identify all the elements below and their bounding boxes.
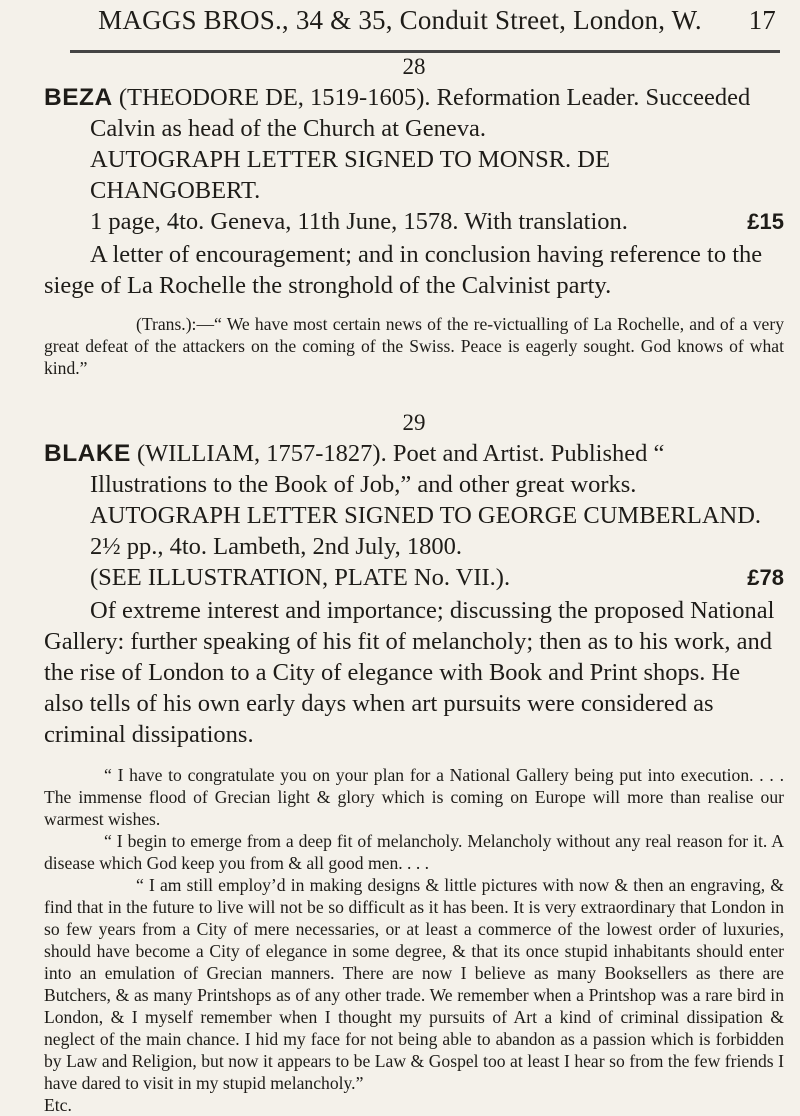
lot-note-line xyxy=(44,562,784,593)
lot-price: £15 xyxy=(747,209,784,234)
lot-quote: “ I begin to emerge from a deep fit of melancholy. Melancholy without any real reason for it. A disease which God keep you from & all good men. . . . xyxy=(44,831,784,873)
lot-details: 2½ pp., 4to. Lambeth, 2nd July, 1800. xyxy=(90,533,463,560)
lot-29 xyxy=(44,408,784,1116)
lot-etc: Etc. xyxy=(44,1095,72,1115)
lot-desc: (WILLIAM, 1757-1827). Poet and Artist. Published “ Illustrations to the Book of Job,” and other great works. xyxy=(90,440,665,498)
lot-title: AUTOGRAPH LETTER SIGNED TO MONSR. DE CHANGOBERT. xyxy=(90,146,610,204)
page-header xyxy=(0,0,800,48)
page-number: 17 xyxy=(748,5,776,35)
lot-number: 29 xyxy=(402,410,426,435)
lot-description: Of extreme interest and importance; discussing the proposed National Gallery: further speaking of his fit of melancholy; then as to his work, and the rise of London to a City of elegance with Book and Print shops. He also tells of his own early days when art pursuits were considered as criminal dissipations. xyxy=(44,597,775,748)
lot-heading xyxy=(44,82,784,144)
lot-price: £78 xyxy=(747,565,784,590)
lot-desc: (THEODORE DE, 1519-1605). Reformation Leader. Succeeded Calvin as head of the Church at Geneva. xyxy=(90,84,751,142)
lot-heading xyxy=(44,438,784,500)
lot-quote: “ I am still employ’d in making designs & little pictures with now & then an engraving, & find that in the future to live will not be so difficult as it has been. It is very extraordinary that London in so few years from a City of mere necessaries, or at least a commerce of the lowest order of luxuries, should have become a City of elegance in some degree, & that its once stupid inhabitants should enter into an emulation of Grecian manners. There are now I believe as many Booksellers as there are Butchers, & as many Printshops as of any other trade. We remember when a Printshop was a rare bird in London, & I myself remember when I thought my pursuits of Art a kind of criminal dissipation & neglect of the main chance. I hid my face for not being able to abandon as a passion which is forbidden by Law and Religion, but now it appears to be Law & Gospel too at least I hear so from the few friends I have dared to visit in my stupid melancholy.” xyxy=(44,875,784,1093)
lot-28 xyxy=(44,52,784,379)
lot-quote: (Trans.):—“ We have most certain news of the re-victualling of La Rochelle, and of a very great defeat of the attackers on the coming of the Swiss. Peace is eagerly sought. God knows of what kind.” xyxy=(44,314,784,378)
lot-note: (SEE ILLUSTRATION, PLATE No. VII.). xyxy=(90,564,511,591)
lot-details: 1 page, 4to. Geneva, 11th June, 1578. With translation. xyxy=(90,208,628,235)
lot-description: A letter of encouragement; and in conclusion having reference to the siege of La Rochelle the stronghold of the Calvinist party. xyxy=(44,241,763,299)
lot-details-line xyxy=(44,206,784,237)
lot-title: AUTOGRAPH LETTER SIGNED TO GEORGE CUMBERLAND. xyxy=(90,502,762,529)
lot-name: BLAKE xyxy=(44,440,131,467)
lot-name: BEZA xyxy=(44,84,113,111)
header-text: MAGGS BROS., 34 & 35, Conduit Street, London, W. xyxy=(98,5,702,35)
lot-quote: “ I have to congratulate you on your plan for a National Gallery being put into execution. . . . The immense flood of Grecian light & glory which is coming on Europe will more than realise our warmest wishes. xyxy=(44,765,784,829)
lot-number: 28 xyxy=(402,54,426,79)
